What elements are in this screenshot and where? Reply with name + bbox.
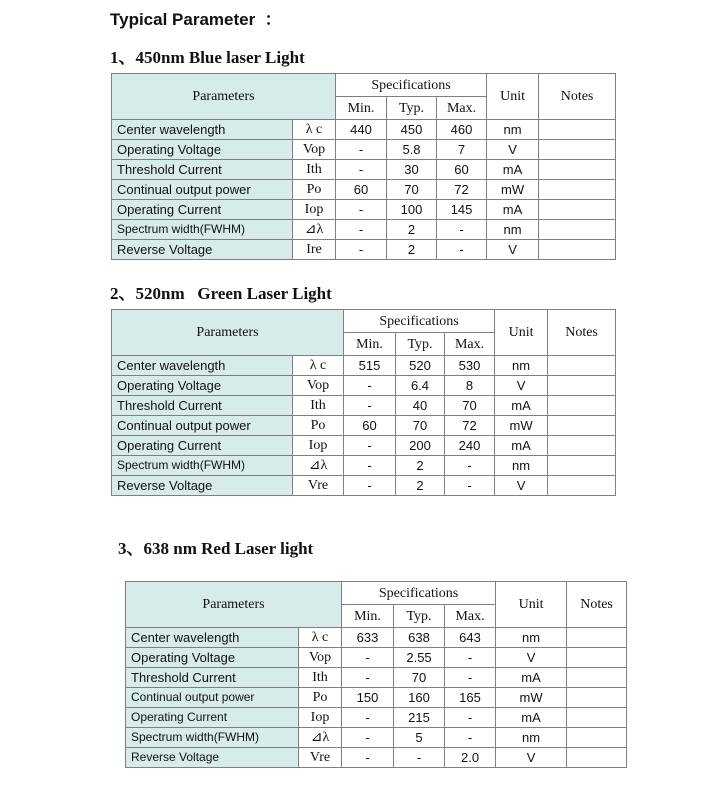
value-typ: 100 (387, 200, 437, 220)
parameter-name: Operating Voltage (126, 648, 299, 668)
header-min: Min. (344, 333, 396, 356)
table-row (112, 240, 616, 260)
table-row (112, 396, 616, 416)
value-notes (567, 628, 627, 648)
value-max: 60 (437, 160, 487, 180)
value-notes (567, 648, 627, 668)
value-unit: mA (496, 668, 567, 688)
value-max: 643 (445, 628, 496, 648)
value-min: 515 (344, 356, 396, 376)
value-max: 2.0 (445, 748, 496, 768)
table-row (112, 200, 616, 220)
parameter-symbol: Vre (293, 476, 344, 496)
parameter-symbol: λ c (293, 356, 344, 376)
value-notes (567, 708, 627, 728)
value-max: 145 (437, 200, 487, 220)
header-notes: Notes (548, 310, 616, 356)
header-parameters: Parameters (126, 582, 342, 628)
section-title-blue: 1、450nm Blue laser Light (110, 48, 305, 67)
table-row (112, 160, 616, 180)
header-min: Min. (342, 605, 394, 628)
value-typ: 520 (396, 356, 445, 376)
value-max: 72 (445, 416, 495, 436)
value-min: - (342, 668, 394, 688)
parameter-name: Threshold Current (126, 668, 299, 688)
value-min: - (342, 748, 394, 768)
parameter-symbol: Ith (299, 668, 342, 688)
value-typ: 215 (394, 708, 445, 728)
value-notes (548, 356, 616, 376)
value-min: - (336, 240, 387, 260)
value-unit: nm (496, 628, 567, 648)
value-min: 60 (344, 416, 396, 436)
value-min: - (344, 436, 396, 456)
value-notes (539, 120, 616, 140)
value-unit: mA (487, 160, 539, 180)
header-parameters: Parameters (112, 310, 344, 356)
spec-table-red (125, 581, 627, 768)
value-unit: nm (487, 120, 539, 140)
value-notes (548, 476, 616, 496)
header-parameters: Parameters (112, 74, 336, 120)
value-typ: 5 (394, 728, 445, 748)
value-typ: 2 (396, 456, 445, 476)
value-min: 440 (336, 120, 387, 140)
value-max: 165 (445, 688, 496, 708)
header-typ: Typ. (396, 333, 445, 356)
header-min: Min. (336, 97, 387, 120)
parameter-symbol: Iop (293, 200, 336, 220)
value-typ: 40 (396, 396, 445, 416)
table-row (112, 416, 616, 436)
parameter-name: Reverse Voltage (126, 748, 299, 768)
parameter-symbol: Iop (299, 708, 342, 728)
value-typ: 6.4 (396, 376, 445, 396)
value-unit: mW (496, 688, 567, 708)
header-specifications: Specifications (344, 310, 495, 333)
value-max: - (445, 668, 496, 688)
table-row (112, 436, 616, 456)
parameter-symbol: Po (293, 180, 336, 200)
value-unit: V (496, 748, 567, 768)
value-max: - (445, 456, 495, 476)
value-max: 240 (445, 436, 495, 456)
value-notes (539, 180, 616, 200)
value-unit: V (496, 648, 567, 668)
value-max: - (445, 728, 496, 748)
value-max: - (437, 240, 487, 260)
table-row (126, 648, 627, 668)
value-min: - (336, 160, 387, 180)
parameter-name: Center wavelength (112, 120, 293, 140)
value-typ: 30 (387, 160, 437, 180)
parameter-name: Continual output power (112, 416, 293, 436)
header-notes: Notes (567, 582, 627, 628)
parameter-symbol: Ith (293, 160, 336, 180)
parameter-symbol: ⊿λ (293, 456, 344, 476)
section-title-red: 3、638 nm Red Laser light (118, 539, 314, 558)
value-min: - (336, 220, 387, 240)
parameter-symbol: Po (299, 688, 342, 708)
value-max: - (445, 476, 495, 496)
value-max: - (437, 220, 487, 240)
header-specifications: Specifications (336, 74, 487, 97)
value-unit: V (487, 240, 539, 260)
value-max: 7 (437, 140, 487, 160)
parameter-symbol: λ c (299, 628, 342, 648)
header-max: Max. (445, 605, 496, 628)
parameter-name: Spectrum width(FWHM) (112, 220, 293, 240)
parameter-symbol: Vre (299, 748, 342, 768)
spec-table-blue (111, 73, 616, 260)
parameter-symbol: ⊿λ (299, 728, 342, 748)
value-typ: - (394, 748, 445, 768)
parameter-name: Reverse Voltage (112, 240, 293, 260)
value-typ: 70 (394, 668, 445, 688)
parameter-name: Operating Voltage (112, 376, 293, 396)
parameter-name: Operating Current (112, 436, 293, 456)
parameter-symbol: Ire (293, 240, 336, 260)
value-min: 150 (342, 688, 394, 708)
value-notes (567, 748, 627, 768)
value-notes (539, 240, 616, 260)
value-typ: 2 (387, 220, 437, 240)
parameter-name: Spectrum width(FWHM) (126, 728, 299, 748)
parameter-symbol: Vop (293, 376, 344, 396)
value-typ: 2.55 (394, 648, 445, 668)
value-max: - (445, 648, 496, 668)
value-max: 70 (445, 396, 495, 416)
table-row (112, 456, 616, 476)
table-row (126, 748, 627, 768)
section-title-green: 2、520nm Green Laser Light (110, 284, 332, 303)
value-typ: 70 (396, 416, 445, 436)
header-max: Max. (445, 333, 495, 356)
value-typ: 2 (387, 240, 437, 260)
header-unit: Unit (495, 310, 548, 356)
parameter-symbol: Vop (293, 140, 336, 160)
header-max: Max. (437, 97, 487, 120)
value-notes (539, 220, 616, 240)
value-typ: 450 (387, 120, 437, 140)
parameter-name: Center wavelength (126, 628, 299, 648)
table-row (112, 220, 616, 240)
header-typ: Typ. (387, 97, 437, 120)
table-row (126, 628, 627, 648)
table-row (126, 688, 627, 708)
parameter-name: Operating Current (112, 200, 293, 220)
table-row (126, 668, 627, 688)
value-notes (567, 688, 627, 708)
parameter-symbol: Iop (293, 436, 344, 456)
page-title: Typical Parameter ： (110, 10, 282, 29)
parameter-symbol: Po (293, 416, 344, 436)
parameter-name: Operating Current (126, 708, 299, 728)
parameter-name: Reverse Voltage (112, 476, 293, 496)
value-notes (539, 200, 616, 220)
value-unit: V (487, 140, 539, 160)
value-typ: 160 (394, 688, 445, 708)
value-min: - (342, 728, 394, 748)
table-row (112, 120, 616, 140)
value-max: 530 (445, 356, 495, 376)
value-unit: mA (495, 396, 548, 416)
parameter-name: Center wavelength (112, 356, 293, 376)
value-unit: mW (495, 416, 548, 436)
value-unit: nm (487, 220, 539, 240)
header-notes: Notes (539, 74, 616, 120)
value-min: 633 (342, 628, 394, 648)
value-notes (548, 416, 616, 436)
header-unit: Unit (487, 74, 539, 120)
value-unit: V (495, 376, 548, 396)
value-typ: 5.8 (387, 140, 437, 160)
value-min: 60 (336, 180, 387, 200)
value-notes (548, 376, 616, 396)
value-min: - (336, 140, 387, 160)
header-typ: Typ. (394, 605, 445, 628)
value-typ: 200 (396, 436, 445, 456)
table-row (126, 728, 627, 748)
table-row (112, 140, 616, 160)
parameter-name: Threshold Current (112, 160, 293, 180)
value-min: - (336, 200, 387, 220)
parameter-name: Operating Voltage (112, 140, 293, 160)
parameter-name: Continual output power (112, 180, 293, 200)
parameter-symbol: λ c (293, 120, 336, 140)
value-notes (539, 160, 616, 180)
value-unit: nm (495, 356, 548, 376)
table-row (112, 376, 616, 396)
value-max: 460 (437, 120, 487, 140)
value-max: 8 (445, 376, 495, 396)
table-row (112, 476, 616, 496)
value-min: - (342, 648, 394, 668)
parameter-symbol: ⊿λ (293, 220, 336, 240)
parameter-name: Threshold Current (112, 396, 293, 416)
value-notes (539, 140, 616, 160)
value-min: - (344, 456, 396, 476)
header-specifications: Specifications (342, 582, 496, 605)
parameter-name: Continual output power (126, 688, 299, 708)
value-typ: 2 (396, 476, 445, 496)
value-notes (548, 396, 616, 416)
table-row (112, 356, 616, 376)
value-notes (548, 436, 616, 456)
value-max: - (445, 708, 496, 728)
value-unit: mA (495, 436, 548, 456)
parameter-symbol: Ith (293, 396, 344, 416)
table-row (112, 180, 616, 200)
value-unit: nm (495, 456, 548, 476)
value-min: - (344, 396, 396, 416)
table-row (126, 708, 627, 728)
value-min: - (342, 708, 394, 728)
header-unit: Unit (496, 582, 567, 628)
value-unit: mA (496, 708, 567, 728)
parameter-name: Spectrum width(FWHM) (112, 456, 293, 476)
value-notes (548, 456, 616, 476)
value-notes (567, 668, 627, 688)
value-max: 72 (437, 180, 487, 200)
value-notes (567, 728, 627, 748)
value-unit: mW (487, 180, 539, 200)
value-unit: V (495, 476, 548, 496)
parameter-symbol: Vop (299, 648, 342, 668)
value-typ: 70 (387, 180, 437, 200)
value-min: - (344, 376, 396, 396)
spec-table-green (111, 309, 616, 496)
value-min: - (344, 476, 396, 496)
value-unit: nm (496, 728, 567, 748)
value-typ: 638 (394, 628, 445, 648)
value-unit: mA (487, 200, 539, 220)
